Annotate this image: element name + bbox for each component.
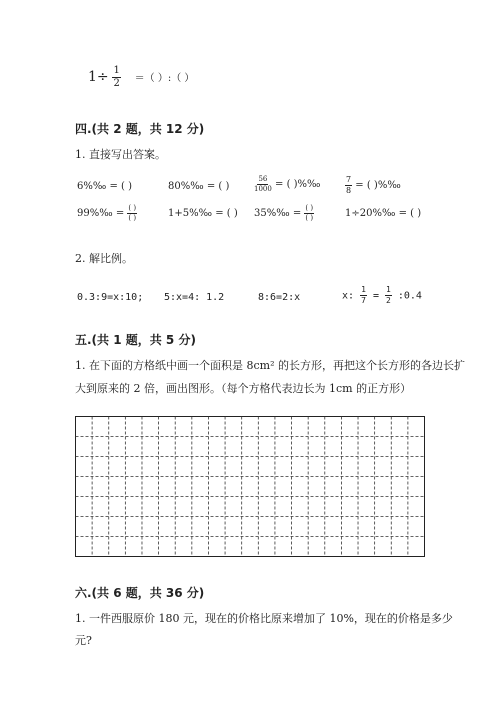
fraction-denominator: 7 [361,296,366,305]
fraction-denominator: ( ) [128,214,137,222]
fraction [127,205,137,222]
answer-lead: 35%‰ = [254,208,302,219]
fraction [345,176,352,195]
grid-paper[interactable] [75,416,425,558]
fraction-denominator: 2 [385,296,391,305]
proportion-item: 8:6=2:x [258,292,301,303]
fraction-numerator: 1 [113,65,120,76]
top-expression-fraction [112,66,120,89]
proportion-item: 5:x=4: 1.2 [164,292,225,303]
fraction-numerator: 1 [361,285,366,294]
answer-lead: 99%‰ = [77,208,125,219]
section6-q1-line2: 元? [75,634,92,647]
top-expression [88,66,194,89]
section4-q2-prompt: 2. 解比例。 [75,252,133,265]
grid-border [76,417,425,557]
fraction-numerator: 56 [258,175,268,183]
fraction-denominator: 8 [346,186,352,195]
answer-item-fraction [254,205,314,222]
proportion-mid: = [372,290,385,302]
top-expression-lead: 1÷ [88,69,109,85]
fraction [254,176,272,193]
answer-item-fraction [345,176,401,195]
proportion-lead: x: [342,290,355,302]
answer-item: 80%‰ = ( ) [168,181,230,192]
fraction-numerator: 7 [346,175,352,184]
section4-title: 四.(共 2 题，共 12 分) [75,122,205,136]
section6-q1-line1: 1. 一件西服原价 180 元，现在的价格比原来增加了 10%，现在的价格是多少 [75,612,453,625]
answer-tail: = ( )%‰ [275,179,321,190]
answer-tail: = ( )%‰ [355,180,401,191]
fraction-numerator: 1 [385,285,391,294]
fraction [385,286,392,305]
top-expression-tail: ＝（ ）:（ ） [134,73,195,84]
proportion-item: 0.3:9=x:10; [77,292,144,303]
proportion-item-fraction [342,286,422,305]
section5-q1-line1: 1. 在下面的方格纸中画一个面积是 8cm² 的长方形，再把这个长方形的各边长扩 [75,359,465,372]
section4-q1-prompt: 1. 直接写出答案。 [75,148,166,161]
fraction-denominator: 1000 [254,185,272,193]
fraction-denominator: ( ) [305,214,314,222]
fraction [360,286,367,305]
section5-q1-line2: 大到原来的 2 倍，画出图形。（每个方格代表边长为 1cm 的正方形） [75,382,412,395]
answer-item: 1÷20%‰ = ( ) [345,208,422,219]
answer-item-fraction [77,205,137,222]
answer-item-fraction [254,176,320,193]
proportion-tail: :0.4 [397,290,422,302]
answer-item: 1+5%‰ = ( ) [168,208,238,219]
fraction-denominator: 2 [113,78,120,89]
fraction-numerator: ( ) [305,204,314,212]
fraction [304,205,314,222]
section5-title: 五.(共 1 题，共 5 分) [75,333,196,347]
fraction-numerator: ( ) [128,204,137,212]
section6-title: 六.(共 6 题，共 36 分) [75,586,205,600]
answer-item: 6%‰ = ( ) [77,181,132,192]
